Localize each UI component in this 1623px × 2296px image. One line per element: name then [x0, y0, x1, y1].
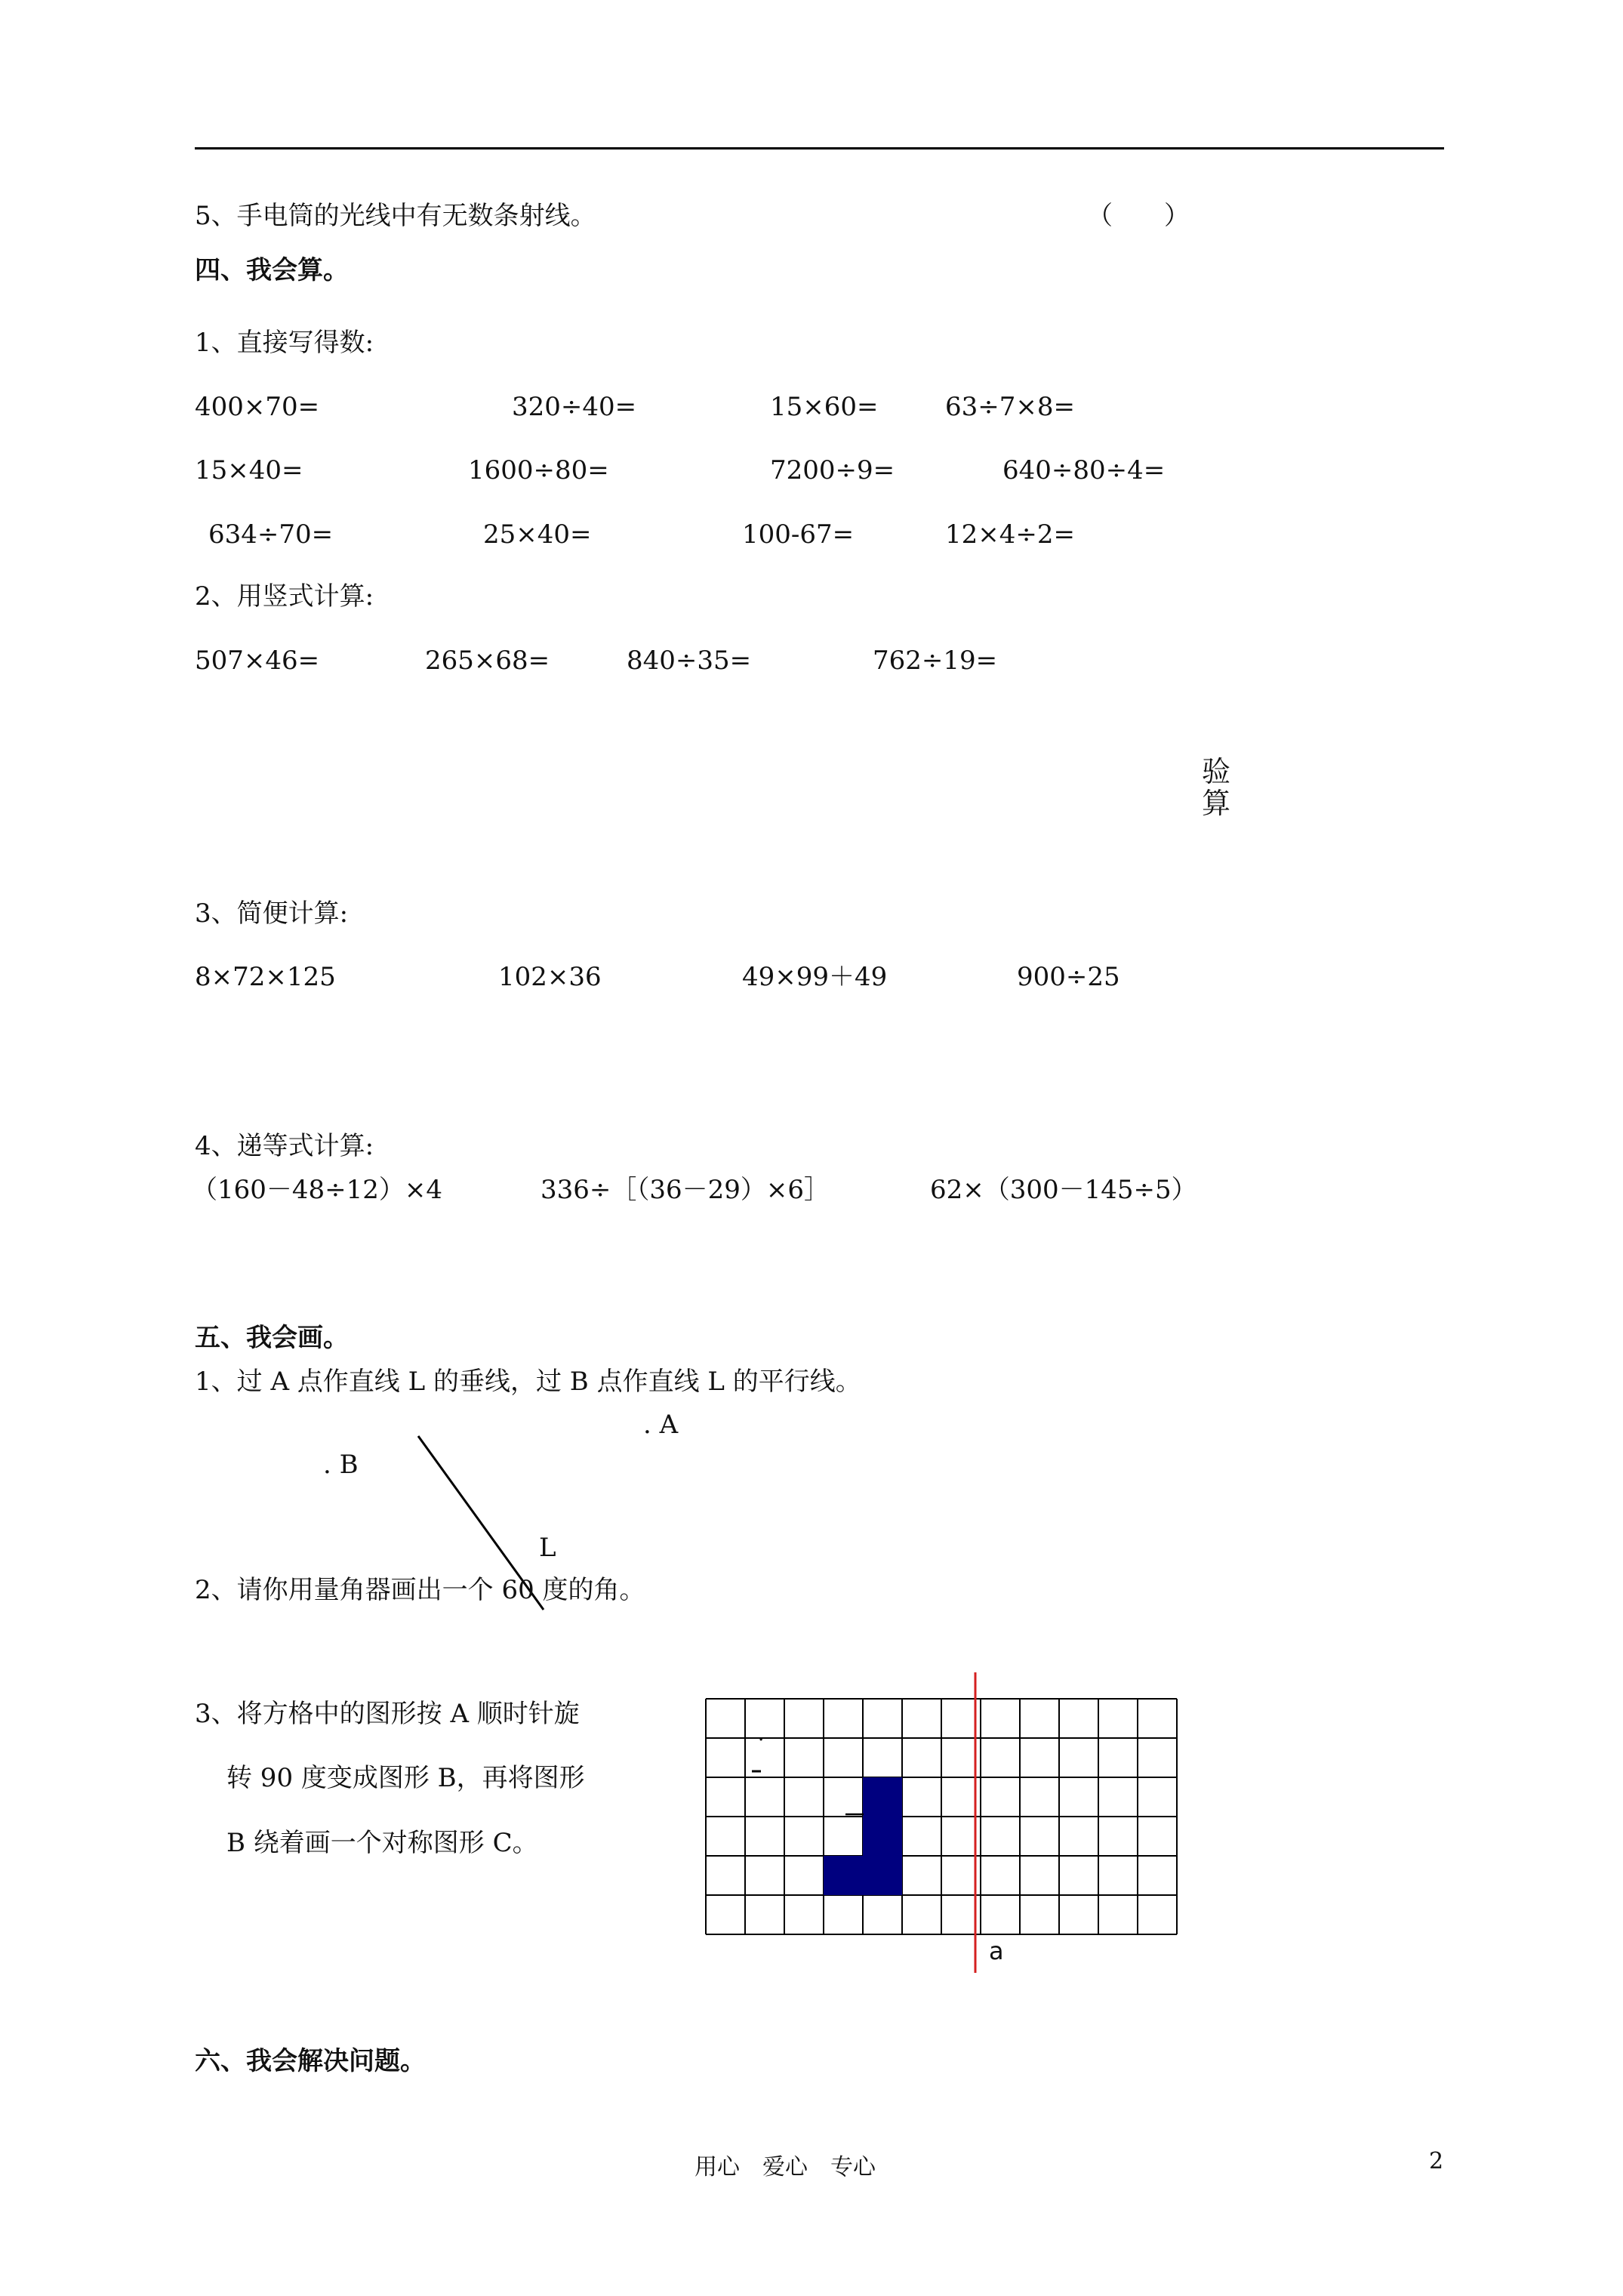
vertical-calc-4: 762÷19=: [873, 646, 998, 676]
shaded-cell: [863, 1817, 902, 1856]
axis-label-a: a: [989, 1937, 1004, 1965]
section-5-title: 五、我会画。: [195, 1323, 349, 1353]
header-rule: [195, 147, 1444, 149]
vertical-calc-3: 840÷35=: [627, 646, 752, 676]
calc-3-2: 25×40=: [483, 519, 592, 550]
draw-task-3-line-1: 3、将方格中的图形按 A 顺时针旋: [195, 1699, 580, 1729]
draw-task-3-line-2: 转 90 度变成图形 B，再将图形: [226, 1763, 585, 1793]
draw-task-1: 1、过 A 点作直线 L 的垂线，过 B 点作直线 L 的平行线。: [195, 1367, 861, 1397]
verify-label-top: 验: [1202, 755, 1231, 788]
calc-2-2: 1600÷80=: [468, 455, 609, 485]
part-2-title: 2、用竖式计算:: [195, 581, 374, 612]
shaded-cell: [863, 1777, 902, 1817]
simple-calc-1: 8×72×125: [195, 962, 336, 992]
part-1-title: 1、直接写得数:: [195, 328, 374, 358]
simple-calc-3: 49×99＋49: [742, 962, 888, 992]
q5-text: 5、手电筒的光线中有无数条射线。: [195, 201, 596, 231]
footer-motto: 用心 爱心 专心: [694, 2154, 876, 2180]
grid-point-dot: ·: [758, 1729, 765, 1752]
simple-calc-2: 102×36: [498, 962, 602, 992]
calc-2-4: 640÷80÷4=: [1002, 455, 1166, 485]
grid-lines: [706, 1699, 1177, 1934]
section-6-title: 六、我会解决问题。: [195, 2046, 426, 2076]
calc-1-4: 63÷7×8=: [945, 392, 1075, 422]
shaded-cell: [863, 1856, 902, 1895]
line-L-label: L: [539, 1533, 556, 1563]
part-3-title: 3、简便计算:: [195, 898, 349, 929]
calc-3-3: 100-67=: [742, 519, 855, 550]
vertical-calc-2: 265×68=: [425, 646, 550, 676]
shaded-cell: [824, 1856, 863, 1895]
calc-3-4: 12×4÷2=: [945, 519, 1075, 550]
section-4-title: 四、我会算。: [195, 255, 349, 285]
simple-calc-4: 900÷25: [1017, 962, 1120, 992]
stepwise-calc-2: 336÷［（36－29）×6］: [540, 1175, 830, 1205]
vertical-calc-1: 507×46=: [195, 646, 320, 676]
calc-1-3: 15×60=: [770, 392, 879, 422]
stepwise-calc-1: （160－48÷12）×4: [192, 1175, 443, 1205]
point-B-label: . B: [323, 1450, 359, 1480]
q5-answer-paren: （ ）: [1087, 201, 1190, 231]
page-number: 2: [1429, 2148, 1444, 2174]
calc-1-2: 320÷40=: [512, 392, 637, 422]
verify-label-bottom: 算: [1202, 787, 1231, 820]
point-A-label: . A: [643, 1410, 679, 1440]
calc-2-3: 7200÷9=: [770, 455, 895, 485]
grid-shape: [824, 1777, 902, 1895]
part-4-title: 4、递等式计算:: [195, 1131, 374, 1161]
rotation-grid: [702, 1672, 1200, 1989]
calc-1-1: 400×70=: [195, 392, 320, 422]
calc-2-1: 15×40=: [195, 455, 303, 485]
draw-task-3-line-3: B 绕着画一个对称图形 C。: [226, 1828, 538, 1858]
calc-3-1: 634÷70=: [208, 519, 334, 550]
draw-task-2: 2、请你用量角器画出一个 60 度的角。: [195, 1575, 645, 1605]
stepwise-calc-3: 62×（300－145÷5）: [930, 1175, 1197, 1205]
